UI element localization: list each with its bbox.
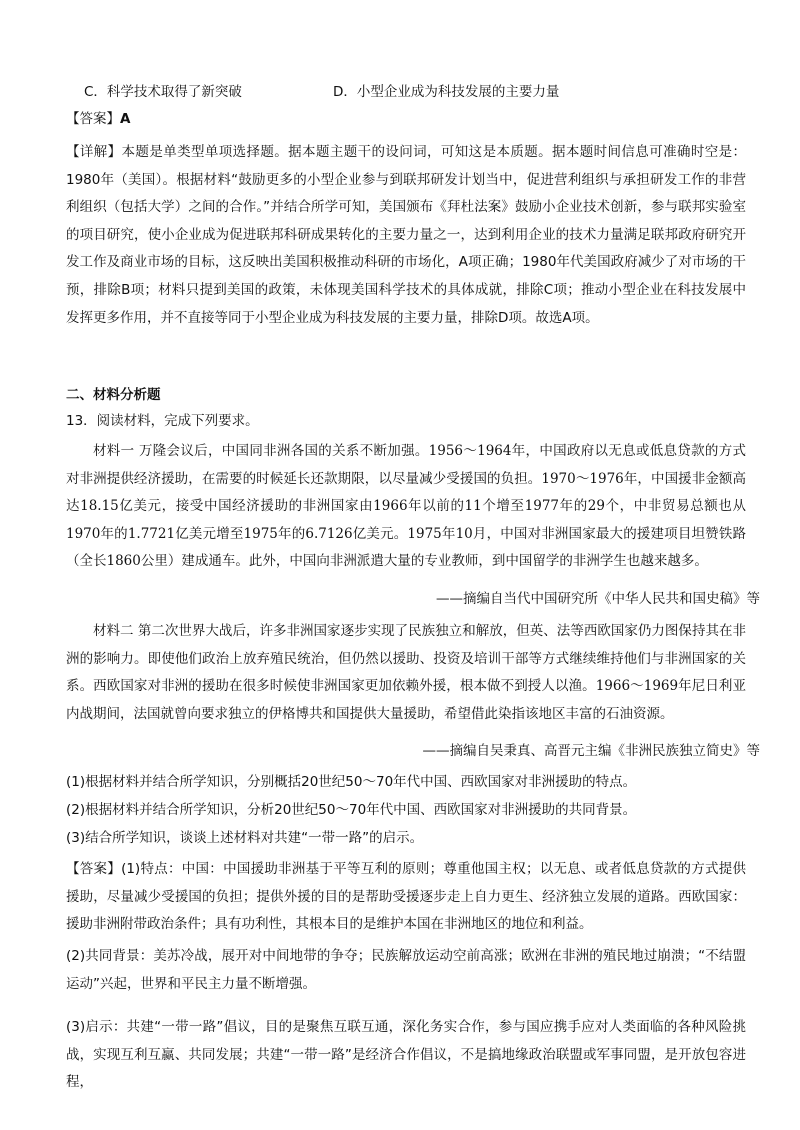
material-1-source: ——摘编自当代中国研究所《中华人民共和国史稿》等 [436,591,760,607]
detail-paragraph [66,139,746,332]
answer-value: A [120,111,131,127]
question-1: (1)根据材料并结合所学知识，分别概括20世纪50～70年代中国、西欧国家对非洲援助的特点。 [66,774,637,790]
detail-label: 【详解】 [66,144,122,160]
option-d: D．小型企业成为科技发展的主要力量 [333,84,560,100]
option-c: C．科学技术取得了新突破 [84,84,242,100]
answer-label: 【答案】 [66,111,120,127]
answer-line [66,106,746,134]
question-intro: 13．阅读材料，完成下列要求。 [66,413,259,429]
material-2-source: ——摘编自吴秉真、高晋元主编《非洲民族独立简史》等 [422,743,760,759]
answer-2-label: 【答案】 [66,861,122,877]
answer-part-2: (2)共同背景：美苏冷战，展开对中间地带的争夺；民族解放运动空前高涨；欧洲在非洲的殖民地过崩溃；“不结盟运动”兴起，世界和平民主力量不断增强。 [66,948,746,992]
section-title: 二、材料分析题 [66,387,161,403]
question-3: (3)结合所学知识，谈谈上述材料对共建“一带一路”的启示。 [66,830,424,846]
detail-text: 本题是单类型单项选择题。据本题主题干的设问词，可知这是本质题。据本题时间信息可准确时空是：1980年（美国）。根据材料“鼓励更多的小型企业参与到联邦研发计划当中，促进营利组织与承担研发工作的非营利组织（包括大学）之间的合作。”并结合所学可知，美国颁布《拜杜法案》鼓励小企业技术创新，参与联邦实验室的项目研究，使小企业成为促进联邦科研成果转化的主要力量之一，达到利用企业的技术力量满足联邦政府研究开发工作及商业市场的目标，这反映出美国积极推动科研的市场化，A项正确；1980年代美国政府减少了对市场的干预，排除B项；材料只提到美国的政策，未体现美国科学技术的具体成就，排除C项；推动小型企业在科技发展中发挥更多作用，并不直接等同于小型企业成为科技发展的主要力量，排除D项。故选A项。 [66,144,747,326]
answer-part-1 [66,856,746,939]
answer-2-part-1: (1)特点：中国：中国援助非洲基于平等互利的原则；尊重他国主权；以无息、或者低息贷款的方式提供援助，尽量减少受援国的负担；提供外援的目的是帮助受援逐步走上自力更生、经济独立发展的道路。西欧国家：援助非洲附带政治条件；具有功利性，其根本目的是维护本国在非洲地区的地位和利益。 [66,861,747,933]
question-2: (2)根据材料并结合所学知识，分析20世纪50～70年代中国、西欧国家对非洲援助的共同背景。 [66,802,637,818]
material-2: 材料二 第二次世界大战后，许多非洲国家逐步实现了民族独立和解放，但英、法等西欧国家仍力图保持其在非洲的影响力。即使他们政治上放弃殖民统治，但仍然以援助、投资及培训干部等方式继续维持他们与非洲国家的关系。西欧国家对非洲的援助在很多时候使非洲国家更加依赖外援，根本做不到授人以渔。1966～1969年尼日利亚内战期间，法国就曾向要求独立的伊格博共和国提供大量援助，希望借此染指该地区丰富的石油资源。 [66,623,746,722]
answer-part-3: (3)启示：共建“一带一路”倡议，目的是聚焦互联互通，深化务实合作，参与国应携手应对人类面临的各种风险挑战，实现互利互赢、共同发展；共建“一带一路”是经济合作倡议，不是搞地缘政治联盟或军事同盟，是开放包容进程， [66,1019,746,1091]
material-1: 材料一 万隆会议后，中国同非洲各国的关系不断加强。1956～1964年，中国政府以无息或低息贷款的方式对非洲提供经济援助，在需要的时候延长还款期限，以尽量减少受援国的负担。1970～1976年，中国援非金额高达18.15亿美元，接受中国经济援助的非洲国家由1966年以前的11个增至1977年的29个，中非贸易总额也从1970年的1.7721亿美元增至1975年的6.7126亿美元。1975年10月，中国对非洲国家最大的援建项目坦赞铁路（全长1860公里）建成通车。此外，中国向非洲派遣大量的专业教师，到中国留学的非洲学生也越来越多。 [66,443,746,570]
